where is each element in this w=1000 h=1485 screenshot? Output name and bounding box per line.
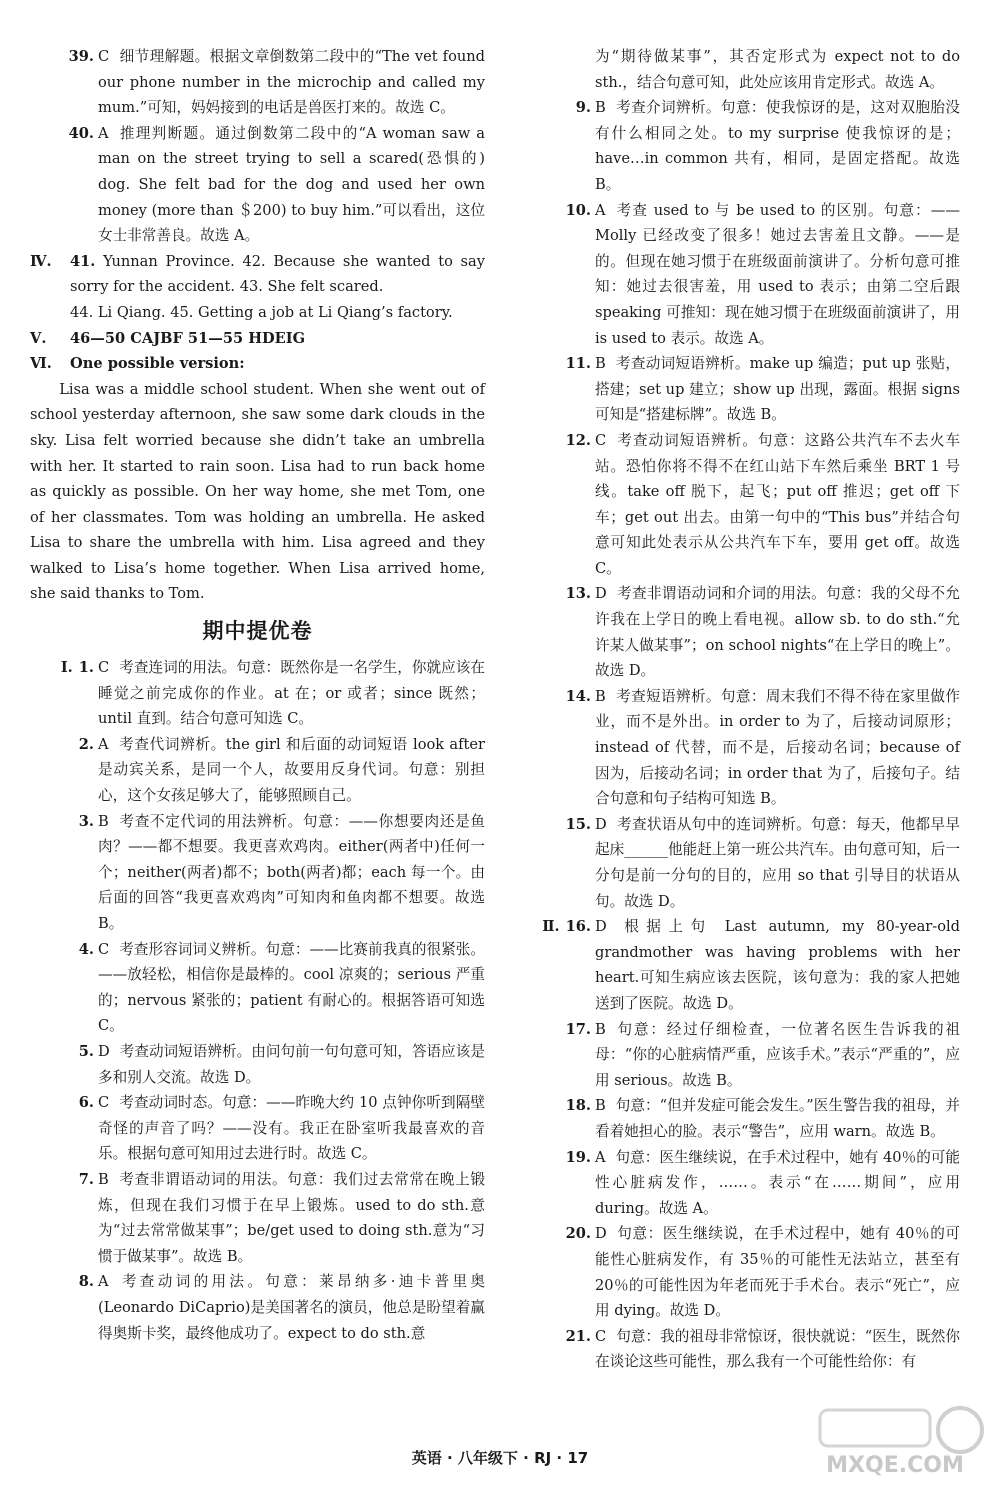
question-number: 15. bbox=[565, 815, 591, 833]
question-21 bbox=[527, 1324, 960, 1375]
explanation: 考查不定代词的用法辨析。句意：——你想要肉还是鱼肉？——都不想要。我更喜欢鸡肉。either(两者中)任何一个；neither(两者)都不；both(两者)都；each 每一个。由后面的回答“我更喜欢鸡肉”可知肉和鱼肉都不想要。故选 B。 bbox=[98, 812, 485, 932]
answer-letter: C bbox=[595, 431, 607, 449]
question-40 bbox=[30, 121, 485, 249]
question-number: 5. bbox=[78, 1042, 94, 1060]
question-number: 3. bbox=[78, 812, 94, 830]
answer-letter: D bbox=[595, 815, 607, 833]
question-number: 12. bbox=[565, 431, 591, 449]
answer-letter: D bbox=[98, 1042, 110, 1060]
question-2 bbox=[30, 732, 485, 809]
question-4 bbox=[30, 937, 485, 1039]
answer-letter: C bbox=[98, 1094, 110, 1112]
section-6-title bbox=[30, 351, 485, 377]
explanation: 句意：医生继续说，在手术过程中，她有 40％的可能性心脏病发作，有 35％的可能性无法站立，甚至有 20％的可能性因为年老而死于手术台。表示“死亡”，应用 dying。故选 D。 bbox=[595, 1225, 960, 1320]
question-number: 21. bbox=[565, 1327, 591, 1345]
explanation: 考查动词短语辨析。make up 编造；put up 张贴，搭建；set up 建立；show up 出现，露面。根据 signs 可知是“搭建标牌”。故选 B。 bbox=[595, 355, 960, 424]
question-number: 18. bbox=[565, 1097, 591, 1115]
explanation: 句意：医生继续说，在手术过程中，她有 40％的可能性心脏病发作，……。表示“在……期间”，应用 during。故选 A。 bbox=[595, 1148, 960, 1217]
explanation: 考查代词辨析。the girl 和后面的动词短语 look after 是动宾关系，是同一个人，故要用反身代词。句意：别担心，这个女孩足够大了，能够照顾自己。 bbox=[98, 735, 485, 805]
answer-letter: D bbox=[595, 918, 607, 936]
question-number: 2. bbox=[78, 735, 94, 753]
explanation: 考查动词的用法。句意：莱昂纳多·迪卡普里奥(Leonardo DiCaprio)是美国著名的演员，他总是盼望着赢得奥斯卡奖，最终他成功了。expect to do sth.意 bbox=[98, 1273, 485, 1342]
answer-letter: A bbox=[595, 1148, 606, 1166]
question-1 bbox=[30, 655, 485, 732]
question-number: 41. bbox=[70, 252, 96, 270]
question-10 bbox=[527, 198, 960, 352]
explanation: 为“期待做某事”，其否定形式为 expect not to do sth.，结合句意可知，此处应该用肯定形式。故选 A。 bbox=[595, 48, 960, 91]
explanation: 考查连词的用法。句意：既然你是一名学生，你就应该在睡觉之前完成你的作业。at 在；or 或者；since 既然；until 直到。结合句意可知选 C。 bbox=[98, 659, 485, 728]
explanation: 句意：经过仔细检查，一位著名医生告诉我的祖母：“你的心脏病情严重，应该手术。”表示“严重的”，应用 serious。故选 B。 bbox=[595, 1020, 960, 1089]
question-number: Ⅰ. 1. bbox=[60, 659, 94, 677]
question-15 bbox=[527, 812, 960, 914]
answers-text: 46—50 CAJBF 51—55 HDEIG bbox=[70, 329, 306, 347]
explanation: 考查状语从句中的连词辨析。句意：每天，他都早早起床______他能赶上第一班公共汽车。由句意可知，后一分句是前一分句的目的，应用 so that 引导目的状语从句。故选 D。 bbox=[595, 815, 960, 910]
watermark-icon bbox=[800, 1400, 990, 1480]
answer-letter: C bbox=[98, 659, 110, 677]
question-39 bbox=[30, 44, 485, 121]
question-19 bbox=[527, 1145, 960, 1222]
question-3 bbox=[30, 809, 485, 937]
answer-letter: A bbox=[98, 735, 109, 753]
essay-title: One possible version: bbox=[70, 355, 245, 373]
section-numeral: Ⅵ. bbox=[30, 355, 52, 373]
question-12 bbox=[527, 428, 960, 582]
question-18 bbox=[527, 1093, 960, 1144]
question-number: 20. bbox=[565, 1225, 591, 1243]
explanation: 根据上句 Last autumn, my 80-year-old grandmother was having problems with her heart.可知生病应该去医院，该句意为：我的家人把她送到了医院。故选 D。 bbox=[595, 918, 960, 1012]
section-numeral: Ⅳ. bbox=[30, 252, 52, 270]
question-number: Ⅱ. 16. bbox=[542, 918, 591, 936]
answer-letter: B bbox=[595, 1097, 606, 1115]
answer-letter: C bbox=[98, 48, 110, 65]
explanation: 考查动词短语辨析。由问句前一句句意可知，答语应该是多和别人交流。故选 D。 bbox=[98, 1042, 485, 1086]
explanation: 句意：“但并发症可能会发生。”医生警告我的祖母，并看着她担心的脸。表示“警告”，应用 warn。故选 B。 bbox=[595, 1097, 960, 1140]
question-number: 39. bbox=[68, 48, 94, 65]
question-17 bbox=[527, 1017, 960, 1094]
question-number: 9. bbox=[575, 99, 591, 117]
question-number: 13. bbox=[565, 585, 591, 603]
question-number: 40. bbox=[68, 124, 94, 142]
question-number: 10. bbox=[565, 201, 591, 219]
answer-letter: D bbox=[595, 585, 607, 603]
answer-letter: B bbox=[595, 1020, 606, 1038]
section-4-answers-cont bbox=[30, 300, 485, 326]
answer-letter: A bbox=[595, 201, 606, 219]
question-13 bbox=[527, 581, 960, 683]
question-number: 6. bbox=[78, 1094, 94, 1112]
right-column bbox=[527, 44, 960, 1375]
left-column bbox=[30, 44, 485, 1346]
explanation: 考查动词时态。句意：——昨晚大约 10 点钟你听到隔壁奇怪的声音了吗？——没有。我正在卧室听我最喜欢的音乐。根据句意可知用过去进行时。故选 C。 bbox=[98, 1094, 485, 1163]
answer-letter: A bbox=[98, 1273, 109, 1291]
answer-letter: B bbox=[98, 812, 109, 830]
essay-text: Lisa was a middle school student. When she went out of school yesterday afternoon, she saw some dark clouds in the sky. Lisa felt worried because she didn’t take an umbrella with her. It started to rain soon. Lisa had to run back home as quickly as possible. On her way home, she met Tom, one of her classmates. Tom was holding an umbrella. He asked Lisa to share the umbrella with him. Lisa agreed and they walked to Lisa’s home together. When Lisa arrived home, she said thanks to Tom. bbox=[30, 380, 485, 603]
question-7 bbox=[30, 1167, 485, 1269]
page-footer: 英语 · 八年级下 · RJ · 17 bbox=[411, 1449, 589, 1467]
question-number: 14. bbox=[565, 687, 591, 705]
answers-line-2: 44. Li Qiang. 45. Getting a job at Li Qiang’s factory. bbox=[70, 303, 453, 321]
watermark-text: MXQE.COM bbox=[826, 1453, 964, 1478]
question-9 bbox=[527, 95, 960, 197]
answer-letter: B bbox=[595, 687, 606, 705]
question-5 bbox=[30, 1039, 485, 1090]
question-8-continued bbox=[527, 44, 960, 95]
explanation: 推理判断题。通过倒数第二段中的“A woman saw a man on the street trying to sell a scared(恐惧的) dog. She felt bad for the dog and used her own money (more than ＄200) to buy him.”可以看出，这位女士非常善良。故选 A。 bbox=[98, 124, 485, 245]
explanation: 句意：我的祖母非常惊讶，很快就说：“医生，既然你在谈论这些可能性，那么我有一个可能性给你：有 bbox=[595, 1327, 960, 1371]
question-16 bbox=[527, 914, 960, 1016]
explanation: 考查形容词词义辨析。句意：——比赛前我真的很紧张。——放轻松，相信你是最棒的。cool 凉爽的；serious 严重的；nervous 紧张的；patient 有耐心的。根据答语可知选 C。 bbox=[98, 940, 485, 1035]
question-number: 8. bbox=[78, 1273, 94, 1291]
answer-letter: B bbox=[595, 355, 606, 373]
answers-line-1: Yunnan Province. 42. Because she wanted to say sorry for the accident. 43. She felt scared. bbox=[70, 252, 485, 296]
explanation: 考查非谓语动词和介词的用法。句意：我的父母不允许我在上学日的晚上看电视。allow sb. to do sth.“允许某人做某事”；on school nights“在上学日的晚上”。故选 D。 bbox=[595, 585, 960, 680]
question-number: 19. bbox=[565, 1148, 591, 1166]
question-number: 11. bbox=[565, 355, 591, 373]
question-20 bbox=[527, 1221, 960, 1323]
answer-letter: D bbox=[595, 1225, 607, 1243]
question-number: 17. bbox=[565, 1020, 591, 1038]
explanation: 细节理解题。根据文章倒数第二段中的“The vet found our phone number in the microchip and called my mum.”可知，妈妈接到的电话是兽医打来的。故选 C。 bbox=[98, 48, 485, 117]
explanation: 考查非谓语动词的用法。句意：我们过去常常在晚上锻炼，但现在我们习惯于在早上锻炼。used to do sth.意为“过去常常做某事”；be/get used to doing sth.意为“习惯于做某事”。故选 B。 bbox=[98, 1170, 485, 1265]
question-11 bbox=[527, 351, 960, 428]
question-8 bbox=[30, 1269, 485, 1346]
explanation: 考查短语辨析。句意：周末我们不得不待在家里做作业，而不是外出。in order to 为了，后接动词原形；instead of 代替，而不是，后接动名词；because of 因为，后接动名词；in order that 为了，后接句子。结合句意和句子结构可知选 B。 bbox=[595, 687, 960, 808]
section-4-answers bbox=[30, 249, 485, 300]
question-6 bbox=[30, 1090, 485, 1167]
question-number: 4. bbox=[78, 940, 94, 958]
answer-letter: B bbox=[98, 1170, 109, 1188]
question-number: 7. bbox=[78, 1170, 94, 1188]
section-5-answers bbox=[30, 326, 485, 352]
answer-letter: A bbox=[98, 124, 109, 142]
explanation: 考查 used to 与 be used to 的区别。句意：——Molly 已经改变了很多！她过去害羞且文静。——是的。但现在她习惯于在班级面前演讲了。分析句意可推知：她过去很害羞，用 used to 表示；由第二空后跟 speaking 可推知：现在她习惯于在班级面前演讲了，用 is used to 表示。故选 A。 bbox=[595, 201, 960, 347]
explanation: 考查介词辨析。句意：使我惊讶的是，这对双胞胎没有什么相同之处。to my surprise 使我惊讶的是；have…in common 共有，相同，是固定搭配。故选 B。 bbox=[595, 99, 960, 193]
answer-letter: B bbox=[595, 99, 606, 117]
explanation: 考查动词短语辨析。句意：这路公共汽车不去火车站。恐怕你将不得不在红山站下车然后乘坐 BRT 1 号线。take off 脱下，起飞；put off 推迟；get off 下车；get out 出去。由第一句中的“This bus”并结合句意可知此处表示从公共汽车下车，要用 get off。故选 C。 bbox=[595, 431, 960, 577]
section-heading: 期中提优卷 bbox=[202, 619, 313, 644]
question-14 bbox=[527, 684, 960, 812]
watermark-logo bbox=[800, 1400, 990, 1480]
section-numeral: Ⅴ. bbox=[30, 329, 47, 347]
answer-letter: C bbox=[595, 1327, 607, 1345]
answer-letter: C bbox=[98, 940, 110, 958]
